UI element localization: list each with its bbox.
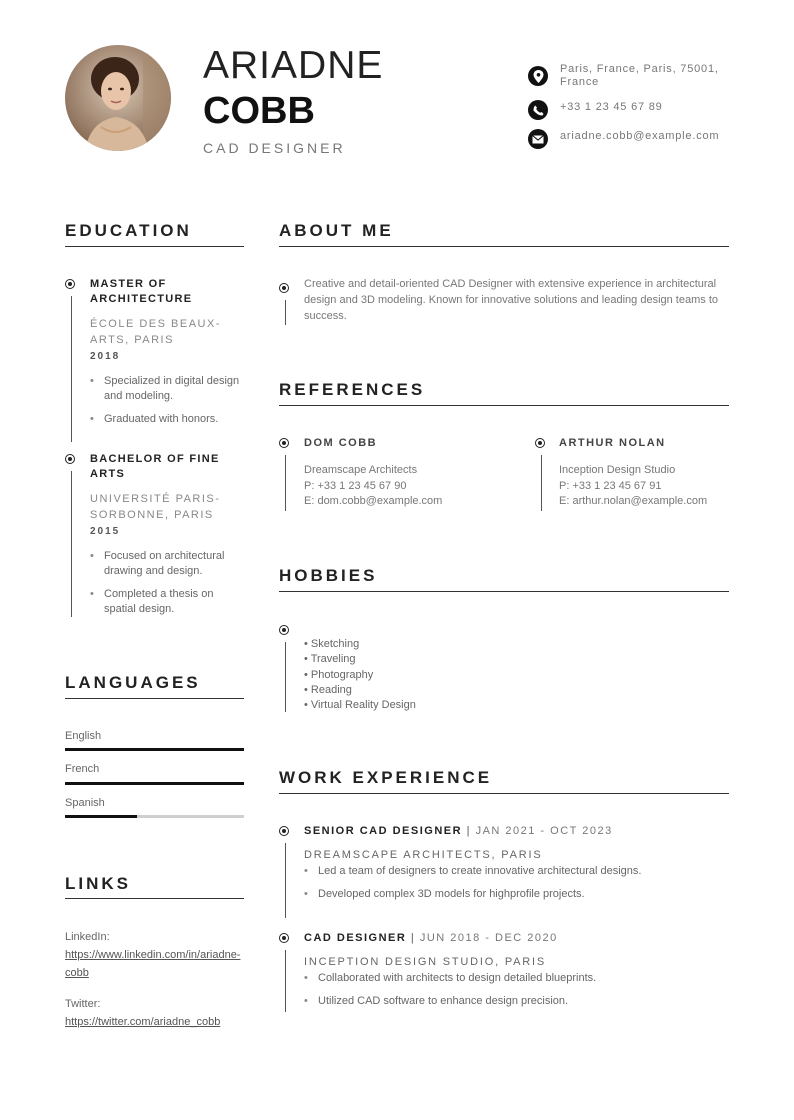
education-degree: BACHELOR OF FINE ARTS (90, 453, 220, 480)
education-degree: MASTER OF ARCHITECTURE (90, 278, 193, 305)
link-label: LinkedIn: (65, 931, 110, 943)
list-item: • Traveling (304, 653, 356, 666)
timeline-line (71, 296, 72, 442)
job-company: DREAMSCAPE ARCHITECTS, PARIS (304, 849, 543, 861)
languages-rule (65, 698, 244, 699)
linkedin-link[interactable]: https://www.linkedin.com/in/ariadne-cobb (65, 949, 241, 979)
job-separator: | (466, 825, 471, 837)
list-item: • Photography (304, 668, 374, 681)
reference-name: DOM COBB (304, 437, 378, 449)
timeline-line (285, 950, 286, 1012)
reference-company: Inception Design Studio (559, 464, 676, 476)
link-entry (65, 930, 245, 981)
job-bullets (304, 971, 734, 1009)
language-name: English (65, 730, 102, 742)
job-company: INCEPTION DESIGN STUDIO, PARIS (304, 956, 547, 968)
timeline-marker-icon (279, 933, 289, 943)
timeline-line (285, 642, 286, 712)
reference-email: E: arthur.nolan@example.com (559, 495, 708, 507)
contact-phone: +33 1 23 45 67 89 (560, 101, 663, 113)
reference-phone: P: +33 1 23 45 67 90 (304, 479, 407, 492)
reference-name: ARTHUR NOLAN (559, 437, 666, 449)
education-bullets (90, 374, 240, 427)
language-level-fill (65, 782, 244, 785)
timeline-line (285, 843, 286, 918)
list-item: • Virtual Reality Design (304, 699, 416, 712)
location-pin-icon (528, 66, 548, 86)
education-rule (65, 246, 244, 247)
timeline-marker-icon (65, 454, 75, 464)
twitter-link[interactable]: https://twitter.com/ariadne_cobb (65, 1016, 221, 1028)
list-item: • Reading (304, 683, 352, 696)
references-heading: REFERENCES (279, 380, 426, 399)
about-heading: ABOUT ME (279, 221, 394, 240)
reference-company: Dreamscape Architects (304, 464, 418, 476)
education-school: ÉCOLE DES BEAUX-ARTS, PARIS (90, 318, 221, 346)
list-item: • Sketching (304, 638, 360, 650)
list-item: • Graduated with honors. (90, 412, 240, 427)
references-rule (279, 405, 729, 406)
job-dates: JUN 2018 - DEC 2020 (419, 932, 558, 944)
email-icon (528, 129, 548, 149)
job-title: CAD DESIGNER (203, 140, 346, 156)
list-item: • Utilized CAD software to enhance design precision. (304, 994, 734, 1009)
education-bullets (90, 549, 240, 617)
hobbies-heading: HOBBIES (279, 566, 378, 585)
job-entry (304, 932, 734, 1017)
language-level-bar (65, 748, 244, 751)
job-header (304, 825, 734, 837)
education-year: 2018 (90, 351, 121, 362)
timeline-marker-icon (279, 625, 289, 635)
timeline-marker-icon (535, 438, 545, 448)
timeline-line (71, 471, 72, 617)
work-heading: WORK EXPERIENCE (279, 768, 493, 787)
timeline-marker-icon (65, 279, 75, 289)
education-school: UNIVERSITÉ PARIS-SORBONNE, PARIS (90, 493, 221, 521)
last-name: COBB (203, 90, 315, 132)
language-name: French (65, 763, 100, 775)
timeline-marker-icon (279, 438, 289, 448)
job-title: SENIOR CAD DESIGNER (304, 825, 463, 837)
education-year: 2015 (90, 526, 121, 537)
job-header (304, 932, 734, 944)
timeline-line (285, 300, 286, 325)
phone-icon (528, 100, 548, 120)
list-item: • Collaborated with architects to design detailed blueprints. (304, 971, 734, 986)
profile-photo (65, 45, 171, 151)
language-level-bar (65, 782, 244, 785)
timeline-line (285, 455, 286, 511)
list-item: • Led a team of designers to create innovative architectural designs. (304, 864, 734, 879)
job-entry (304, 825, 734, 910)
education-entry (90, 277, 240, 435)
hobbies-rule (279, 591, 729, 592)
language-level-fill (65, 748, 244, 751)
about-text: Creative and detail-oriented CAD Designer with extensive experience in architectural design and 3D modeling. Known for innovative solutions and leading design teams to success. (304, 278, 718, 322)
job-separator: | (410, 932, 416, 944)
list-item: • Completed a thesis on spatial design. (90, 587, 240, 617)
reference-entry (304, 437, 524, 510)
timeline-marker-icon (279, 826, 289, 836)
list-item: • Focused on architectural drawing and design. (90, 549, 240, 579)
links-heading: LINKS (65, 874, 131, 893)
hobbies-list (304, 637, 416, 713)
reference-phone: P: +33 1 23 45 67 91 (559, 479, 662, 492)
about-rule (279, 246, 729, 247)
contact-email: ariadne.cobb@example.com (560, 130, 720, 142)
link-label: Twitter: (65, 998, 101, 1010)
first-name: ARIADNE (203, 44, 384, 87)
timeline-line (541, 455, 542, 511)
language-level-fill (65, 815, 137, 818)
timeline-marker-icon (279, 283, 289, 293)
contact-address: Paris, France, Paris, 75001, France (560, 63, 719, 88)
list-item: • Specialized in digital design and modeling. (90, 374, 240, 404)
language-name: Spanish (65, 797, 105, 809)
job-title: CAD DESIGNER (304, 932, 407, 944)
education-entry (90, 452, 240, 625)
reference-entry (559, 437, 739, 510)
work-rule (279, 793, 729, 794)
link-entry (65, 997, 241, 1030)
job-dates: JAN 2021 - OCT 2023 (475, 825, 613, 837)
education-heading: EDUCATION (65, 221, 192, 240)
languages-heading: LANGUAGES (65, 673, 201, 692)
reference-email: E: dom.cobb@example.com (304, 495, 443, 507)
job-bullets (304, 864, 734, 902)
language-level-bar (65, 815, 244, 818)
list-item: • Developed complex 3D models for highprofile projects. (304, 887, 734, 902)
links-rule (65, 898, 244, 899)
